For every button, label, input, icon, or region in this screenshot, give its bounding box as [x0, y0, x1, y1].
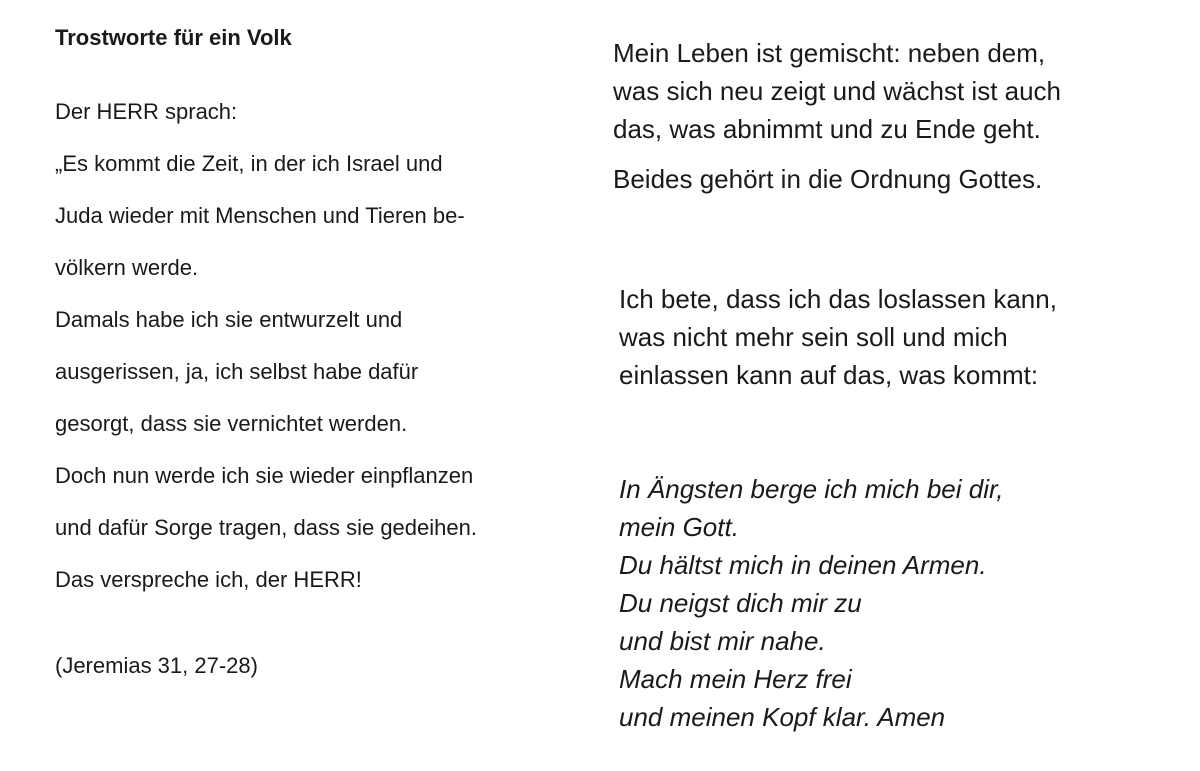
prayer-line: mein Gott. — [619, 512, 739, 542]
reflection-line: was sich neu zeigt und wächst ist auch — [613, 76, 1062, 106]
reflection-line: Mein Leben ist gemischt: neben dem, — [613, 38, 1046, 68]
petition-line: einlassen kann auf das, was kommt: — [619, 360, 1039, 390]
scripture-line: Das verspreche ich, der HERR! — [55, 567, 362, 592]
scripture-line: und dafür Sorge tragen, dass sie gedeihen. — [55, 515, 477, 540]
order-line: Beides gehört in die Ordnung Gottes. — [613, 164, 1043, 194]
scripture-line: gesorgt, dass sie vernichtet werden. — [55, 411, 408, 436]
prayer-line: Du neigst dich mir zu — [619, 588, 862, 618]
prayer-block — [619, 470, 1003, 736]
petition-paragraph — [619, 280, 1057, 394]
prayer-line: und bist mir nahe. — [619, 626, 826, 656]
scripture-reference: (Jeremias 31, 27-28) — [55, 653, 258, 678]
reflection-paragraph — [613, 34, 1061, 148]
scripture-line: völkern werde. — [55, 255, 199, 280]
scripture-line: Juda wieder mit Menschen und Tieren be- — [55, 203, 465, 228]
reflection-line: das, was abnimmt und zu Ende geht. — [613, 114, 1041, 144]
prayer-line: Mach mein Herz frei — [619, 664, 852, 694]
scripture-line: ausgerissen, ja, ich selbst habe dafür — [55, 359, 419, 384]
prayer-line: In Ängsten berge ich mich bei dir, — [619, 474, 1004, 504]
scripture-line: Der HERR sprach: — [55, 99, 238, 124]
scripture-line: Damals habe ich sie entwurzelt und — [55, 307, 403, 332]
scripture-line: Doch nun werde ich sie wieder einpflanzen — [55, 463, 474, 488]
scripture-line: „Es kommt die Zeit, in der ich Israel und — [55, 151, 443, 176]
page-title: Trostworte für ein Volk — [55, 25, 292, 50]
petition-line: was nicht mehr sein soll und mich — [619, 322, 1008, 352]
prayer-line: Du hältst mich in deinen Armen. — [619, 550, 987, 580]
petition-line: Ich bete, dass ich das loslassen kann, — [619, 284, 1057, 314]
prayer-line: und meinen Kopf klar. Amen — [619, 702, 946, 732]
